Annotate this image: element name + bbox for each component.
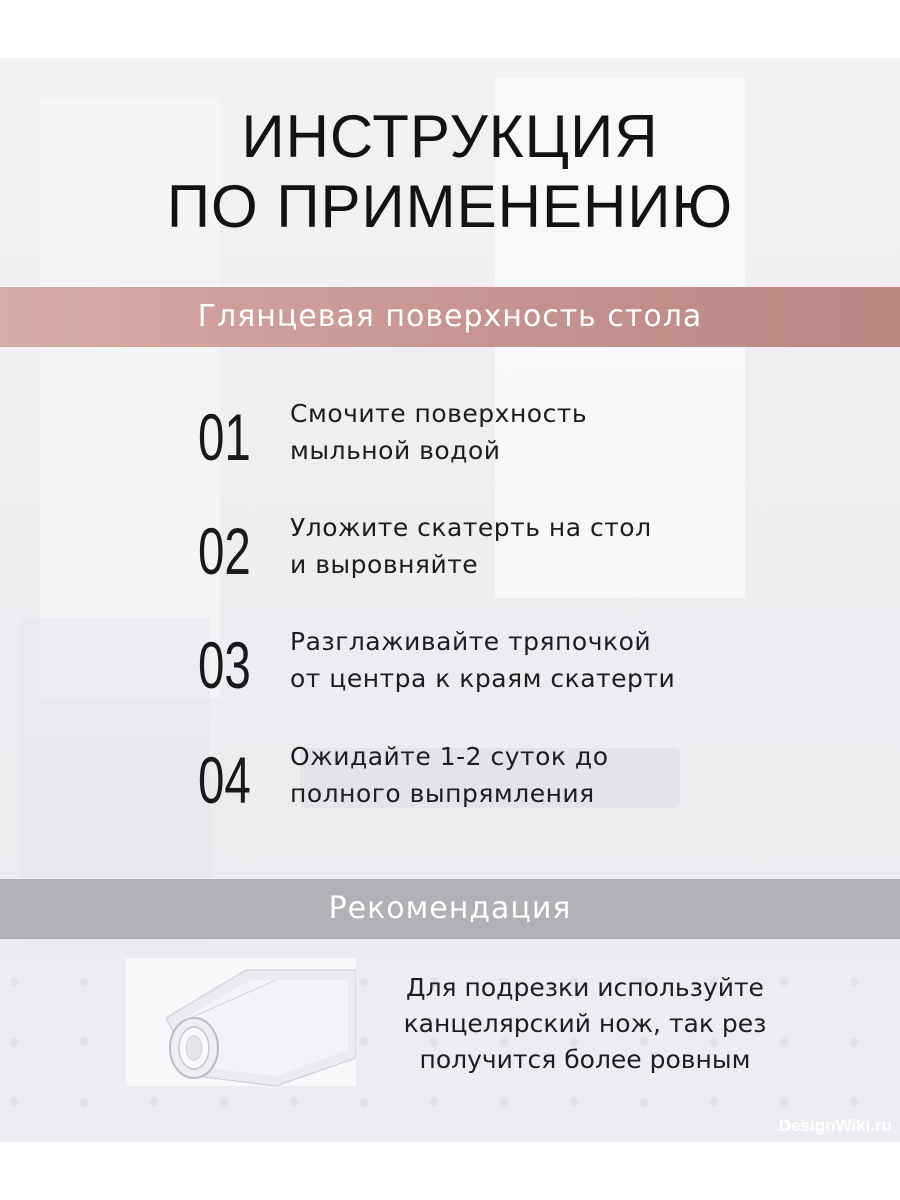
- section-header-band: Глянцевая поверхность стола: [0, 287, 900, 347]
- recommendation-line-1: Для подрезки используйте: [406, 973, 764, 1002]
- step-text-line-2: мыльной водой: [290, 436, 501, 465]
- step-text-line-2: и выровняйте: [290, 550, 479, 579]
- step-text-line-1: Смочите поверхность: [290, 399, 588, 428]
- step-text-line-1: Ожидайте 1-2 суток до: [290, 742, 609, 771]
- step-text: [290, 395, 730, 469]
- recommendation-text: [380, 970, 790, 1078]
- step-text-line-2: от центра к краям скатерти: [290, 664, 676, 693]
- step-number: 04: [198, 743, 251, 817]
- step-number: 01: [198, 400, 251, 474]
- recommendation-line-3: получится более ровным: [419, 1045, 751, 1074]
- step-number: 02: [198, 514, 251, 588]
- watermark: DesignWiki.ru: [778, 1116, 892, 1135]
- step-text-line-1: Уложите скатерть на стол: [290, 513, 652, 542]
- step-text-line-2: полного выпрямления: [290, 779, 595, 808]
- film-roll-image: [126, 958, 356, 1086]
- step-text: [290, 738, 730, 812]
- recommendation-line-2: канцелярский нож, так рез: [403, 1009, 767, 1038]
- recommendation-header-band: Рекомендация: [0, 879, 900, 939]
- step-number: 03: [198, 628, 251, 702]
- step-text-line-1: Разглаживайте тряпочкой: [290, 627, 652, 656]
- step-text: [290, 623, 730, 697]
- title-line-2: ПО ПРИМЕНЕНИЮ: [166, 173, 734, 240]
- step-text: [290, 509, 730, 583]
- page-title: [0, 102, 900, 242]
- title-line-1: ИНСТРУКЦИЯ: [241, 103, 659, 170]
- instruction-card: [0, 58, 900, 1142]
